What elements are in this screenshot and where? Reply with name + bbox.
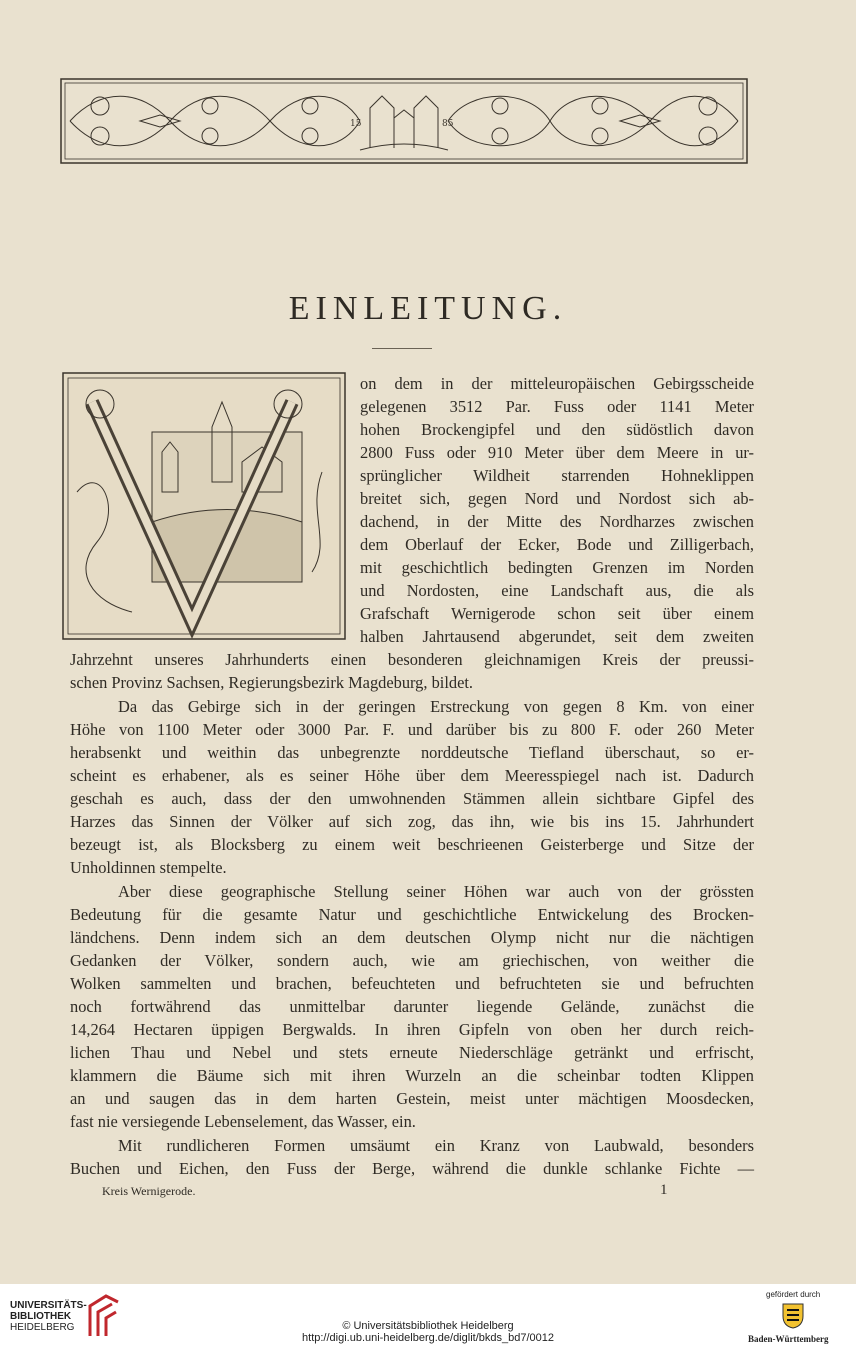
text-line: geschah es auch, dass der den umwohnenden Stämmen allein sichtbare Gipfel des — [70, 789, 754, 808]
text-line: mit geschichtlich bedingten Grenzen im Norden — [360, 558, 754, 577]
text-line: ländchens. Denn indem sich an dem deutschen Olymp nicht nur die nächtigen — [70, 928, 754, 947]
footer-running-title: Kreis Wernigerode. — [102, 1184, 196, 1198]
text-line: an und saugen das in dem harten Gestein, meist unter mächtigen Moosdecken, — [70, 1089, 754, 1108]
text-line: Bedeutung für die gesamte Natur und geschichtliche Entwickelung des Brocken- — [70, 905, 754, 924]
svg-text:15: 15 — [350, 119, 362, 129]
text-line: dachend, in der Mitte des Nordharzes zwischen — [360, 512, 754, 531]
text-line: 14,264 Hectaren üppigen Bergwalds. In ihren Gipfeln von oben her durch reich- — [70, 1020, 754, 1039]
text-line: dem Oberlauf der Ecker, Bode und Zilligerbach, — [360, 535, 754, 554]
text-line: klammern die Bäume sich mit ihren Wurzeln an die scheinbar todten Klippen — [70, 1066, 754, 1085]
title-rule — [372, 348, 432, 349]
library-name-line: HEIDELBERG — [10, 1322, 75, 1333]
page-number: 1 — [660, 1182, 668, 1198]
text-line: und Nordosten, eine Landschaft aus, die als — [360, 581, 754, 600]
coat-of-arms-icon — [778, 1300, 808, 1330]
text-line: sprünglicher Wildheit starrenden Hohneklippen — [360, 466, 754, 485]
text-line: Aber diese geographische Stellung seiner Höhen war auch von der grössten — [118, 882, 754, 901]
text-line: noch fortwährend das unmittelbar darunter liegende Gelände, zunächst die — [70, 997, 754, 1016]
text-line: halben Jahrtausend abgerundet, seit dem zweiten — [360, 627, 754, 646]
sponsor-caption: gefördert durch — [766, 1290, 821, 1299]
text-line: breitet sich, gegen Nord und Nordost sich ab- — [360, 489, 754, 508]
copyright-notice — [0, 1320, 856, 1344]
text-line: Harzes das Sinnen der Völker auf sich zog, das ihn, wie bis ins 15. Jahrhundert — [70, 812, 754, 831]
text-line: schen Provinz Sachsen, Regierungsbezirk Magdeburg, bildet. — [70, 673, 473, 692]
text-line: lichen Thau und Nebel und stets erneute Niederschläge getränkt und erfrischt, — [70, 1043, 754, 1062]
library-footer-bar — [0, 1284, 856, 1347]
text-line: 2800 Fuss oder 910 Meter über dem Meere in ur- — [360, 443, 754, 462]
text-line: scheint es erhabener, als es seiner Höhe über dem Meeresspiegel nach ist. Dadurch — [70, 766, 754, 785]
text-line: Höhe von 1100 Meter oder 3000 Par. F. und darüber bis zu 800 F. oder 260 Meter — [70, 720, 754, 739]
text-line: Jahrzehnt unseres Jahrhunderts einen besonderen gleichnamigen Kreis der preussi- — [70, 650, 754, 669]
text-line: Da das Gebirge sich in der geringen Erstreckung von gegen 8 Km. von einer — [118, 697, 754, 716]
chapter-title: EINLEITUNG. — [288, 290, 568, 327]
ornamental-header-vignette — [60, 78, 748, 164]
text-line: gelegenen 3512 Par. Fuss oder 1141 Meter — [360, 397, 754, 416]
permalink[interactable]: http://digi.ub.uni-heidelberg.de/diglit/bkds_bd7/0012 — [302, 1332, 554, 1344]
copyright-text: © Universitätsbibliothek Heidelberg — [342, 1320, 514, 1332]
text-line: Gedanken der Völker, sondern auch, wie am griechischen, von weither die — [70, 951, 754, 970]
text-line: hohen Brockengipfel und den südöstlich davon — [360, 420, 754, 439]
text-line: Mit rundlicheren Formen umsäumt ein Kranz von Laubwald, besonders — [118, 1136, 754, 1155]
text-line: Buchen und Eichen, den Fuss der Berge, während die dunkle schlanke Fichte — — [70, 1159, 754, 1178]
sponsor-name: Baden-Württemberg — [748, 1334, 829, 1344]
text-line: on dem in der mitteleuropäischen Gebirgsscheide — [360, 374, 754, 393]
library-name-line: BIBLIOTHEK — [10, 1311, 72, 1322]
text-line: fast nie versiegende Lebenselement, das Wasser, ein. — [70, 1112, 416, 1131]
text-line: Grafschaft Wernigerode schon seit über einem — [360, 604, 754, 623]
text-line: Wolken sammelten und brachen, befeuchteten und befruchteten sie und befruchten — [70, 974, 754, 993]
decorated-initial-v-with-castle — [62, 372, 346, 640]
text-line: bezeugt ist, als Blocksberg zu einem weit beschrieenen Geisterberge und Sitze der — [70, 835, 754, 854]
svg-text:85: 85 — [442, 119, 454, 129]
text-line: Unholdinnen stempelte. — [70, 858, 227, 877]
text-line: herabsenkt und weithin das unbegrenzte norddeutsche Tiefland überschaut, so er- — [70, 743, 754, 762]
library-name-line: UNIVERSITÄTS- — [10, 1300, 87, 1311]
